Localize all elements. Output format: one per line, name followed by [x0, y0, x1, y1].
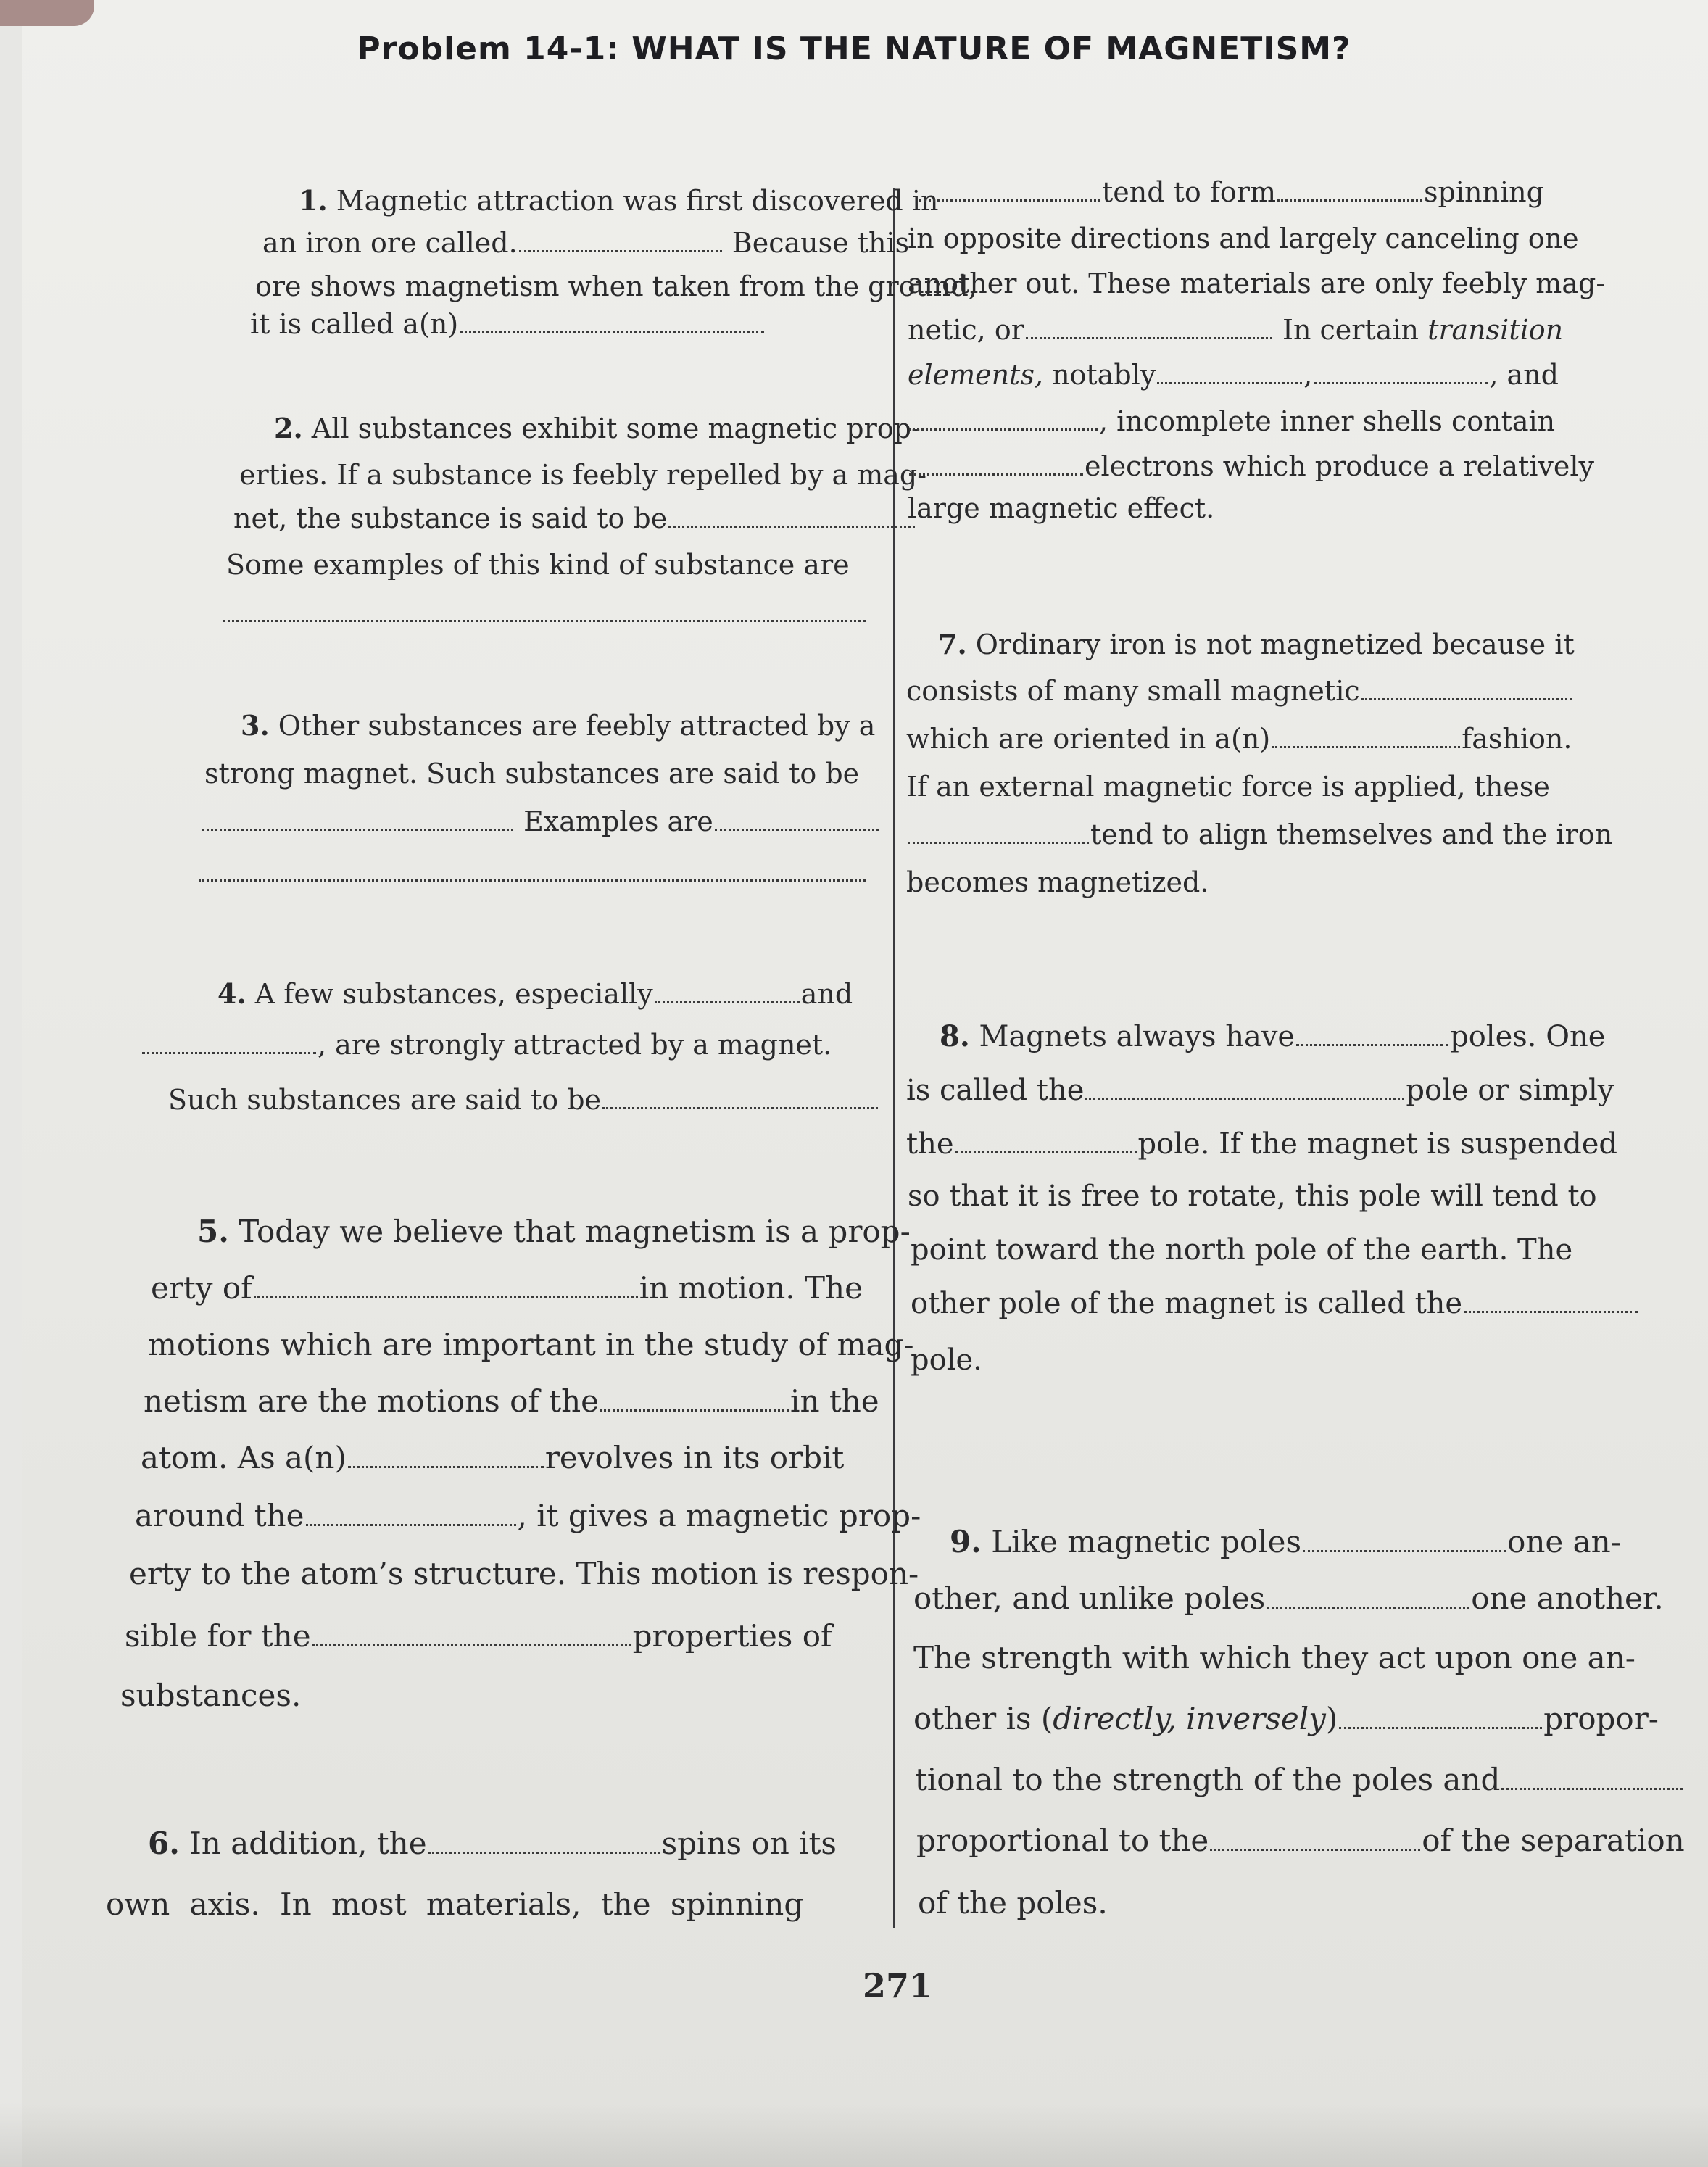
answer-blank[interactable] [919, 194, 1100, 202]
q5-line-6: around the , it gives a magnetic prop- [135, 1498, 921, 1533]
column-divider [893, 188, 895, 1928]
answer-blank[interactable] [348, 1460, 544, 1468]
answer-blank[interactable] [142, 1046, 316, 1054]
q7-line-2: consists of many small magnetic [906, 677, 1573, 705]
page-number: 271 [863, 1966, 933, 2005]
answer-blank[interactable] [715, 823, 879, 831]
q2-line-1: 2. All substances exhibit some magnetic prop- [274, 412, 921, 444]
q3-line-1: 3. Other substances are feebly attracted by a [241, 709, 876, 742]
q8-line-6: other pole of the magnet is called the [911, 1289, 1639, 1318]
answer-blank[interactable] [1026, 331, 1272, 339]
q9-line-4: other is (directly, inversely) propor- [913, 1701, 1659, 1736]
answer-blank[interactable] [312, 1638, 631, 1646]
answer-blank[interactable] [1267, 1601, 1469, 1609]
q6c-line-7: electrons which produce a relatively [908, 452, 1594, 480]
q1-line-1: 1. Magnetic attraction was first discovered in [299, 184, 939, 217]
q5-line-5: atom. As a(n) revolves in its orbit [141, 1440, 845, 1475]
answer-blank[interactable] [655, 995, 800, 1003]
answer-blank[interactable] [909, 468, 1083, 476]
q7-line-5: tend to align themselves and the iron [906, 821, 1612, 848]
q9-line-5: tional to the strength of the poles and [915, 1765, 1684, 1795]
answer-blank[interactable] [909, 423, 1098, 431]
q6-line-2: own axis. In most materials, the spinning [106, 1886, 804, 1922]
q7-line-1: 7. Ordinary iron is not magnetized because it [938, 628, 1575, 660]
answer-blank[interactable] [223, 614, 866, 622]
q4-line-3: Such substances are said to be [168, 1086, 879, 1114]
q5-line-8: sible for the properties of [125, 1618, 832, 1654]
q6c-line-8: large magnetic effect. [908, 492, 1215, 524]
q9-line-1: 9. Like magnetic poles one an- [950, 1524, 1621, 1559]
answer-blank[interactable] [1314, 376, 1488, 384]
paper-corner [0, 0, 94, 26]
q5-line-3: motions which are important in the study of mag- [148, 1327, 914, 1362]
page-title: Problem 14-1: WHAT IS THE NATURE OF MAGNETISM? [357, 30, 1351, 67]
q7-line-4: If an external magnetic force is applied, these [906, 771, 1550, 803]
q5-line-9: substances. [120, 1678, 302, 1713]
answer-blank[interactable] [428, 1846, 660, 1854]
answer-blank[interactable] [460, 326, 764, 333]
answer-blank[interactable] [1361, 692, 1572, 700]
q6-line-1: 6. In addition, the spins on its [148, 1826, 837, 1861]
q6c-line-6: , incomplete inner shells contain [908, 407, 1555, 435]
q6c-line-5: elements, notably , , and [908, 359, 1559, 391]
answer-blank[interactable] [1277, 194, 1422, 202]
q9-line-3: The strength with which they act upon one an- [913, 1640, 1636, 1675]
answer-blank[interactable] [1296, 1038, 1448, 1046]
answer-blank[interactable] [254, 1290, 638, 1298]
q3-line-4 [197, 858, 867, 886]
answer-blank[interactable] [519, 244, 722, 252]
answer-blank[interactable] [1303, 1544, 1506, 1552]
answer-blank[interactable] [1157, 376, 1302, 384]
answer-blank[interactable] [1339, 1721, 1542, 1729]
answer-blank[interactable] [668, 520, 915, 528]
q5-line-4: netism are the motions of the in the [144, 1383, 879, 1419]
q2-line-3: net, the substance is said to be [233, 505, 916, 532]
answer-blank[interactable] [1085, 1092, 1404, 1100]
q9-line-6: proportional to the of the separation [916, 1823, 1685, 1858]
q1-line-4: it is called a(n) [250, 310, 766, 338]
answer-blank[interactable] [602, 1101, 878, 1109]
q3-line-2: strong magnet. Such substances are said to be [204, 758, 860, 790]
q7-line-3: which are oriented in a(n) fashion. [906, 723, 1572, 755]
q6c-line-3: another out. These materials are only feebly mag- [908, 268, 1606, 299]
q2-line-4: Some examples of this kind of substance are [226, 549, 850, 581]
q6c-line-2: in opposite directions and largely canceling one [908, 223, 1579, 254]
q2-line-5 [221, 599, 868, 626]
answer-blank[interactable] [600, 1404, 789, 1412]
q8-line-2: is called the pole or simply [906, 1074, 1614, 1107]
q8-line-4: so that it is free to rotate, this pole will tend to [908, 1180, 1597, 1213]
q7-line-6: becomes magnetized. [906, 866, 1209, 898]
q6c-line-1: tend to form spinning [918, 178, 1544, 206]
q1-line-2: an iron ore called. Because this [262, 227, 910, 259]
page-bottom-shadow [0, 2102, 1708, 2167]
answer-blank[interactable] [306, 1518, 516, 1526]
q5-line-7: erty to the atom’s structure. This motion is respon- [129, 1556, 919, 1591]
q5-line-2: erty of in motion. The [151, 1270, 863, 1306]
q4-line-1: 4. A few substances, especially and [217, 977, 853, 1010]
answer-blank[interactable] [1272, 740, 1460, 748]
answer-blank[interactable] [1210, 1843, 1420, 1851]
q9-line-2: other, and unlike poles one another. [913, 1580, 1664, 1616]
q4-line-2: , are strongly attracted by a magnet. [141, 1031, 832, 1058]
q8-line-1: 8. Magnets always have poles. One [940, 1019, 1606, 1053]
q8-line-7: pole. [911, 1343, 982, 1377]
answer-blank[interactable] [955, 1145, 1137, 1153]
q3-line-3: Examples are [200, 808, 880, 835]
q2-line-2: erties. If a substance is feebly repelled by a mag- [239, 459, 927, 491]
q9-line-7: of the poles. [918, 1885, 1108, 1921]
answer-blank[interactable] [908, 836, 1089, 844]
answer-blank[interactable] [1501, 1782, 1683, 1790]
q6c-line-4: netic, or In certain transition [908, 314, 1564, 346]
answer-blank[interactable] [199, 874, 866, 882]
q5-line-1: 5. Today we believe that magnetism is a prop- [197, 1214, 911, 1249]
answer-blank[interactable] [202, 823, 513, 831]
q8-line-5: point toward the north pole of the earth. The [911, 1233, 1573, 1267]
answer-blank[interactable] [1464, 1305, 1638, 1313]
q1-line-3: ore shows magnetism when taken from the ground, [255, 270, 977, 302]
q8-line-3: the pole. If the magnet is suspended [906, 1127, 1618, 1161]
